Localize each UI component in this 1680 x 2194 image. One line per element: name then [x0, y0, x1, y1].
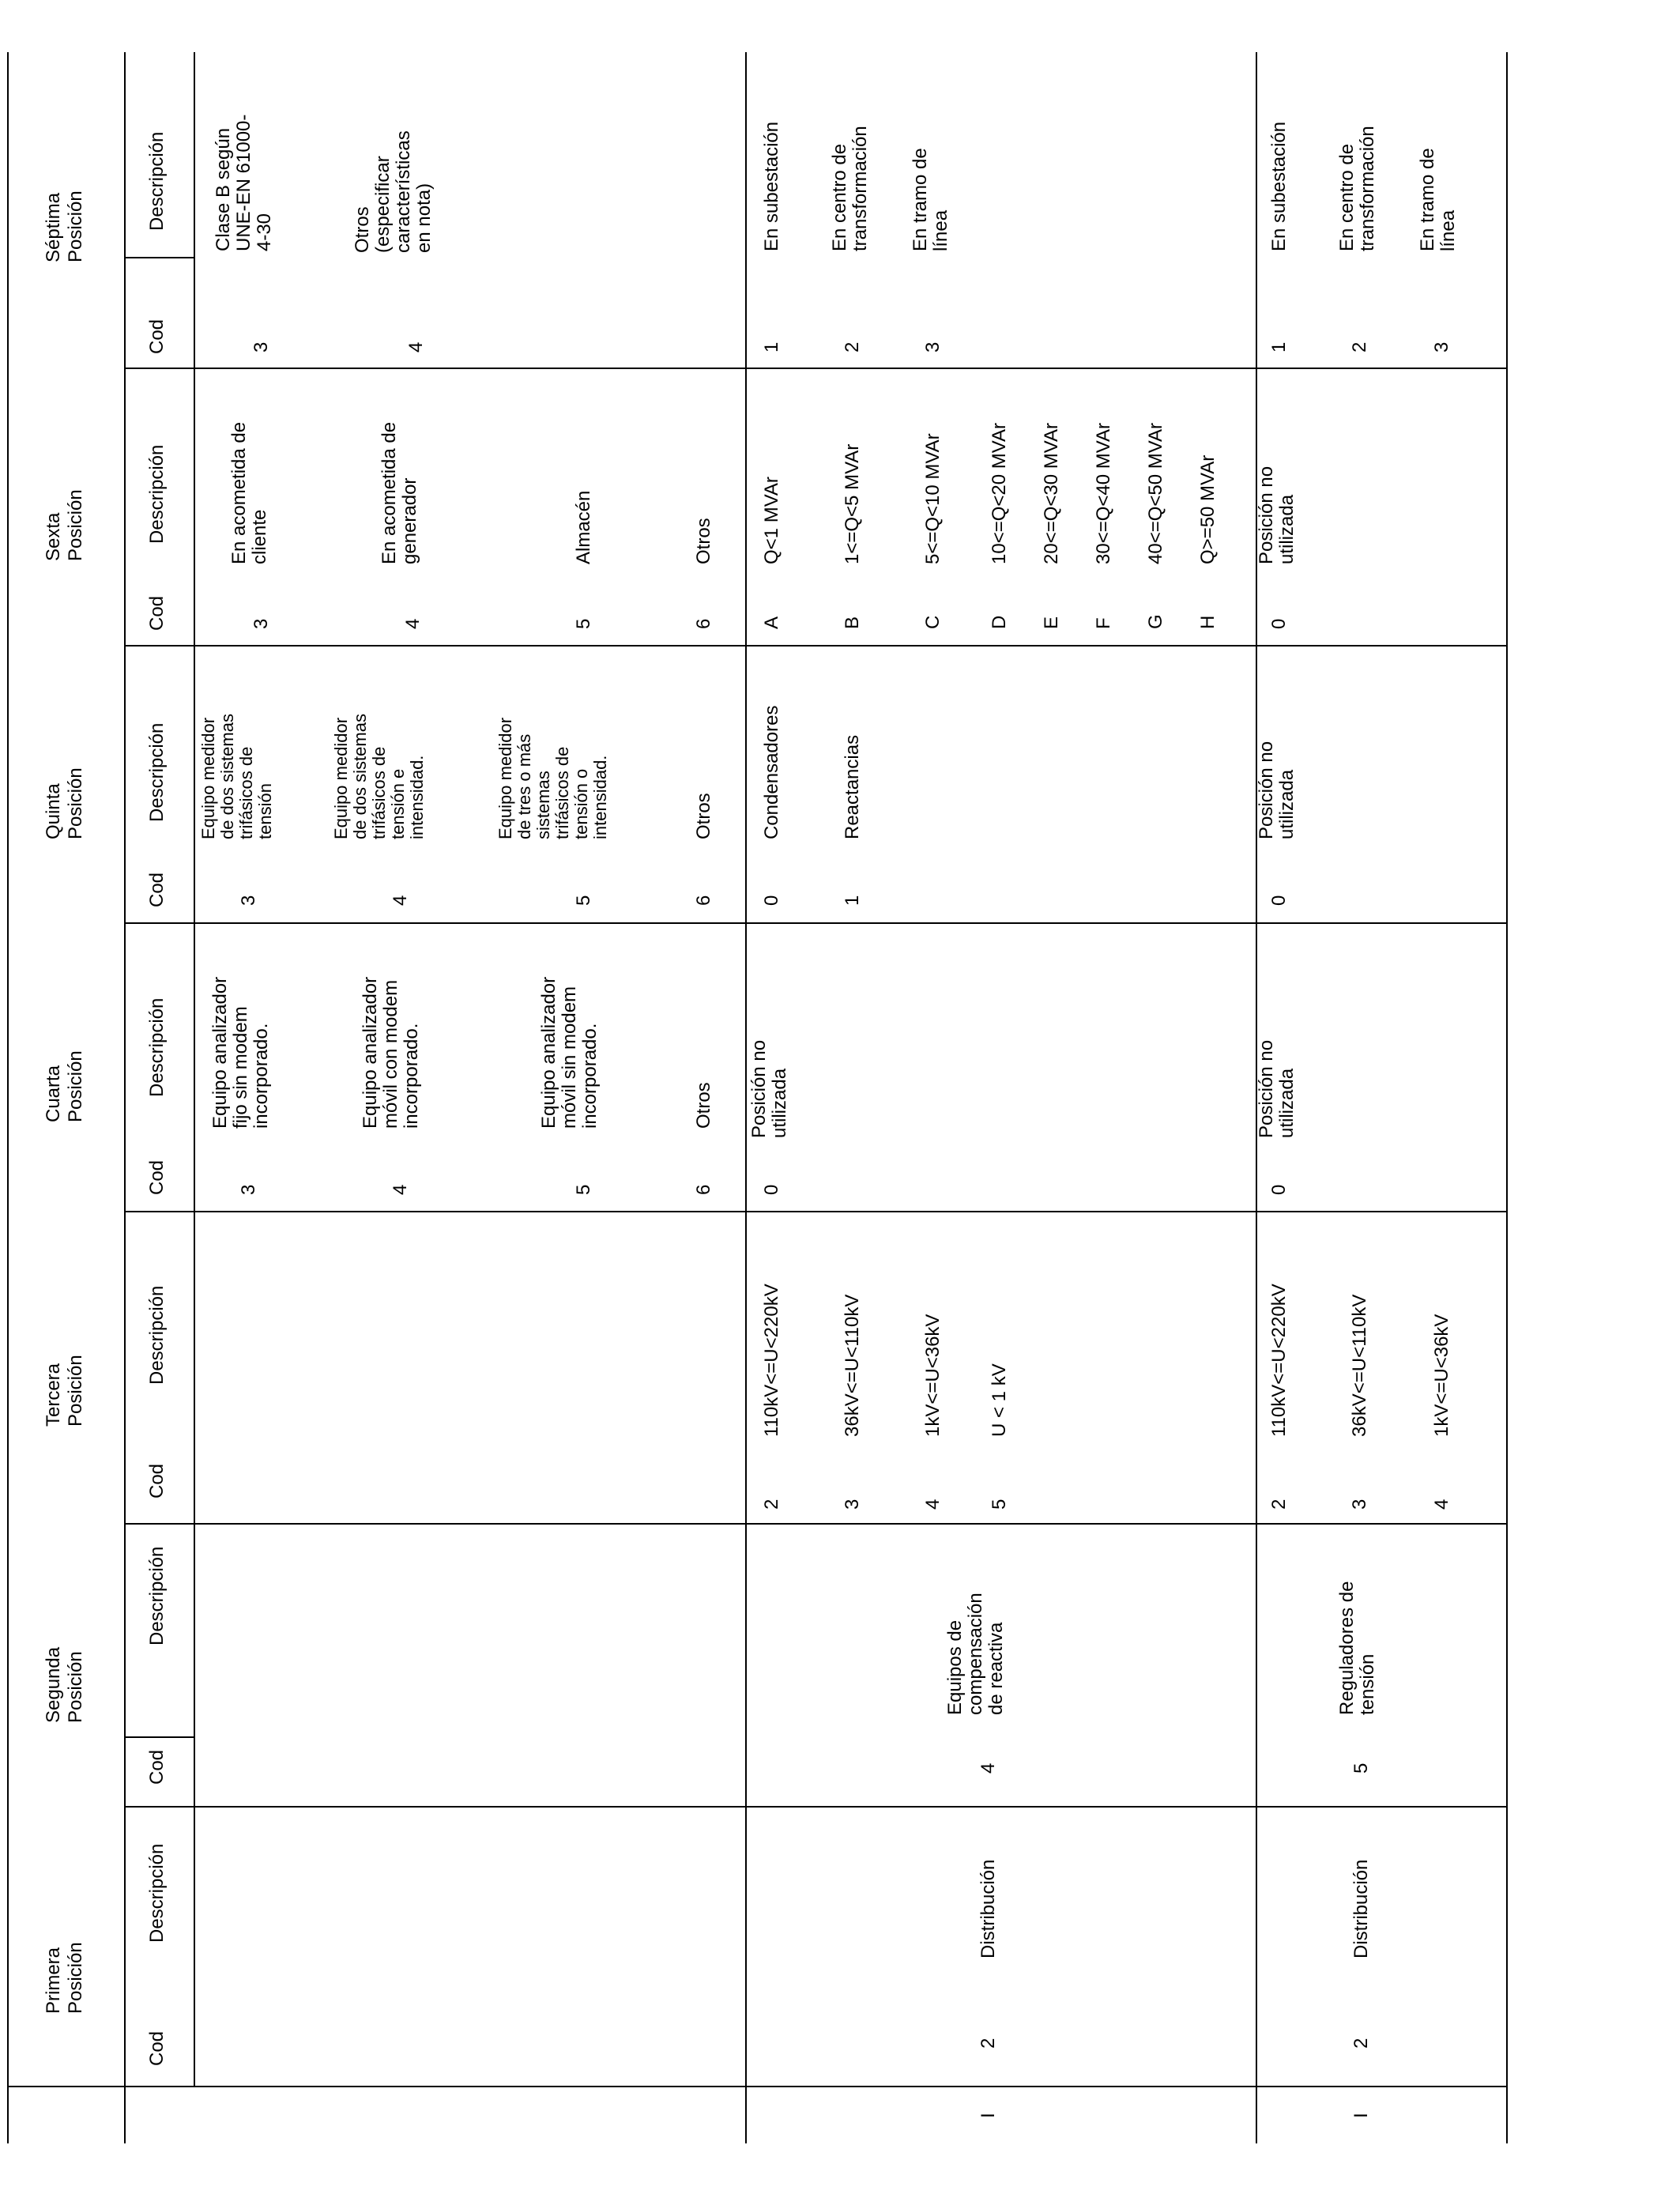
mid-col3-desc-3: U < 1 kV [989, 1363, 1010, 1437]
subheader-desc-col4: Descripción [146, 997, 168, 1097]
bottom-col3-code-1: 3 [1349, 1498, 1370, 1510]
header-col2: Segunda Posición [43, 1646, 86, 1723]
header-col5: Quinta Posición [43, 767, 86, 839]
subheader-desc-col5: Descripción [146, 722, 168, 822]
subheader-desc-col6: Descripción [146, 444, 168, 544]
header-col7: Séptima Posición [43, 190, 86, 262]
bottom-col7-code-1: 2 [1349, 341, 1370, 352]
header-col6: Sexta Posición [43, 489, 86, 561]
top-col4-code-3: 6 [693, 1184, 714, 1195]
mid-col6-code-7: H [1197, 615, 1219, 629]
top-col4-desc-3: Otros [693, 1082, 714, 1129]
mid-col6-desc-2: 5<=Q<10 MVAr [922, 433, 944, 564]
top-col6-desc-1: En acometida de generador [379, 421, 420, 564]
top-col7-desc-1: Otros (especificar características en nota) [352, 130, 435, 253]
bottom-col3-desc-1: 36kV<=U<110kV [1349, 1294, 1370, 1437]
header-col1: Primera Posición [43, 1942, 86, 2014]
mid-col6-code-2: C [922, 615, 944, 629]
mid-col6-code-0: A [761, 616, 782, 629]
subheader-desc-col7: Descripción [146, 131, 168, 231]
mid-col1-desc: Distribución [977, 1859, 999, 1958]
top-col4-code-0: 3 [238, 1184, 259, 1195]
mid-col6-code-4: E [1041, 616, 1062, 629]
subheader-desc-col3: Descripción [146, 1285, 168, 1385]
mid-col3-code-0: 2 [761, 1498, 782, 1510]
mid-col6-code-1: B [842, 616, 863, 629]
mid-col2-code: 4 [977, 1762, 999, 1774]
mid-row-label: I [977, 2113, 999, 2118]
mid-col6-code-6: G [1145, 614, 1166, 629]
mid-col4-desc: Posición no utilizada [748, 1039, 790, 1138]
top-col5-code-0: 3 [238, 895, 259, 906]
top-col5-code-2: 5 [573, 895, 594, 906]
subheader-cod-col5: Cod [146, 872, 168, 907]
top-col7-code-1: 4 [405, 341, 427, 352]
bottom-col5-code: 0 [1268, 895, 1290, 906]
mid-col6-desc-3: 10<=Q<20 MVAr [989, 423, 1010, 564]
subheader-desc-col2: Descripción [146, 1546, 168, 1646]
mid-col7-desc-1: En centro de transformación [829, 126, 871, 251]
mid-col5-desc-0: Condensadores [761, 705, 782, 839]
top-col5-desc-2: Equipo medidor de tres o más sistemas trifásicos de tensión o intensidad. [495, 717, 610, 839]
bottom-col2-desc: Reguladores de tensión [1336, 1581, 1378, 1715]
mid-col3-code-1: 3 [842, 1498, 863, 1510]
mid-col6-desc-0: Q<1 MVAr [761, 477, 782, 564]
mid-col5-code-1: 1 [842, 895, 863, 906]
bottom-col3-desc-2: 1kV<=U<36kV [1431, 1314, 1452, 1437]
mid-col6-desc-1: 1<=Q<5 MVAr [842, 443, 863, 564]
bottom-col6-code: 0 [1268, 618, 1290, 629]
bottom-row-label: I [1350, 2113, 1372, 2118]
top-col4-desc-0: Equipo analizador fijo sin modem incorporado. [209, 976, 272, 1129]
top-col6-desc-2: Almacén [573, 490, 594, 564]
bottom-col3-code-0: 2 [1268, 1498, 1290, 1510]
top-col6-code-1: 4 [402, 618, 424, 629]
bottom-col2-code: 5 [1350, 1762, 1372, 1774]
top-col6-desc-3: Otros [693, 518, 714, 564]
bottom-col5-desc: Posición no utilizada [1256, 741, 1298, 839]
mid-col3-code-2: 4 [922, 1498, 944, 1510]
top-col6-code-0: 3 [250, 618, 272, 629]
mid-col5-code-0: 0 [761, 895, 782, 906]
mid-col1-code: 2 [977, 2038, 999, 2049]
bottom-col4-code: 0 [1268, 1184, 1290, 1195]
mid-col6-desc-7: Q>=50 MVAr [1197, 454, 1219, 564]
header-col3: Tercera Posición [43, 1355, 86, 1427]
subheader-cod-col1: Cod [146, 2030, 168, 2066]
mid-col7-code-0: 1 [761, 341, 782, 352]
top-col6-code-3: 6 [693, 618, 714, 629]
mid-col4-code: 0 [761, 1184, 782, 1195]
top-col5-desc-0: Equipo medidor de dos sistemas trifásicos de tensión [198, 714, 275, 839]
mid-col3-desc-2: 1kV<=U<36kV [922, 1314, 944, 1437]
bottom-col1-desc: Distribución [1350, 1859, 1372, 1958]
bottom-col7-code-0: 1 [1268, 341, 1290, 352]
mid-col7-desc-0: En subestación [761, 121, 782, 251]
subheader-cod-col3: Cod [146, 1463, 168, 1498]
bottom-col3-desc-0: 110kV<=U<220kV [1268, 1284, 1290, 1437]
subheader-cod-col2: Cod [146, 1749, 168, 1785]
mid-col6-desc-6: 40<=Q<50 MVAr [1145, 423, 1166, 564]
top-col6-desc-0: En acometida de cliente [228, 421, 270, 564]
mid-col7-code-1: 2 [842, 341, 863, 352]
mid-col2-desc: Equipos de compensación de reactiva [944, 1593, 1007, 1715]
mid-col7-desc-2: En tramo de línea [910, 148, 951, 251]
mid-col6-desc-5: 30<=Q<40 MVAr [1093, 423, 1114, 564]
top-col4-desc-2: Equipo analizador móvil sin modem incorporado. [538, 976, 601, 1129]
bottom-col1-code: 2 [1350, 2038, 1372, 2049]
top-col6-code-2: 5 [573, 618, 594, 629]
mid-col6-code-5: F [1093, 617, 1114, 629]
bottom-col4-desc: Posición no utilizada [1256, 1039, 1298, 1138]
mid-col7-code-2: 3 [922, 341, 944, 352]
mid-col6-code-3: D [989, 615, 1010, 629]
top-col5-desc-1: Equipo medidor de dos sistemas trifásicos de tensión e intensidad. [331, 714, 427, 839]
top-col4-code-2: 5 [573, 1184, 594, 1195]
top-col5-code-1: 4 [390, 895, 411, 906]
subheader-desc-col1: Descripción [146, 1843, 168, 1943]
top-col5-desc-3: Otros [693, 793, 714, 839]
mid-col3-code-3: 5 [989, 1498, 1010, 1510]
top-col7-desc-0: Clase B según UNE-EN 61000- 4-30 [213, 114, 275, 251]
top-col4-desc-1: Equipo analizador móvil con modem incorporado. [360, 976, 422, 1129]
bottom-col3-code-2: 4 [1431, 1498, 1452, 1510]
mid-col5-desc-1: Reactancias [842, 734, 863, 839]
subheader-cod-col7: Cod [146, 319, 168, 354]
top-col5-code-3: 6 [693, 895, 714, 906]
bottom-col7-desc-1: En centro de transformación [1336, 126, 1378, 251]
top-col7-code-0: 3 [250, 341, 272, 352]
top-col4-code-1: 4 [390, 1184, 411, 1195]
mid-col3-desc-0: 110kV<=U<220kV [761, 1284, 782, 1437]
subheader-cod-col6: Cod [146, 595, 168, 631]
bottom-col7-desc-2: En tramo de línea [1417, 148, 1459, 251]
header-col4: Cuarta Posición [43, 1050, 86, 1122]
mid-col3-desc-1: 36kV<=U<110kV [842, 1294, 863, 1437]
bottom-col7-desc-0: En subestación [1268, 121, 1290, 251]
bottom-col7-code-2: 3 [1431, 341, 1452, 352]
subheader-cod-col4: Cod [146, 1159, 168, 1195]
mid-col6-desc-4: 20<=Q<30 MVAr [1041, 423, 1062, 564]
bottom-col6-desc: Posición no utilizada [1256, 466, 1298, 564]
